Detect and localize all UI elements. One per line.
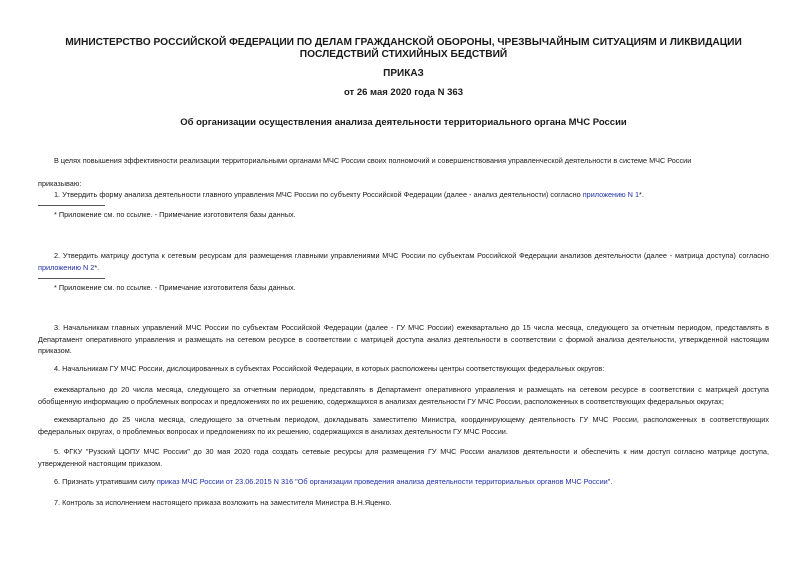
appendix-1-link[interactable]: приложению N 1 bbox=[582, 190, 640, 199]
appendix-2-link[interactable]: приложению N 2 bbox=[38, 262, 95, 272]
footnote-1: * Приложение см. по ссылке. - Примечание изготовителя базы данных. bbox=[54, 210, 296, 219]
item-6-text: 6. Признать утратившим силу bbox=[54, 477, 157, 486]
item-3: 3. Начальникам главных управлений МЧС России по субъектам Российской Федерации (далее - ГУ МЧС России) ежеквартально до 15 числа месяца, следующего за отчетным периодом, представлять в Департамент оперативного управления и размещать на сетевом ресурсе в соответствии с матрицей доступа анализ деятельности в соответствии с формой анализа деятельности, утвержденной настоящим приказом. bbox=[38, 323, 769, 355]
item-6 bbox=[38, 476, 769, 488]
order-subject: Об организации осуществления анализа деятельности территориального органа МЧС России bbox=[180, 117, 627, 128]
item-2-tail: *. bbox=[94, 262, 100, 272]
item-5: 5. ФГКУ "Рузский ЦОПУ МЧС России" до 30 мая 2020 года создать сетевые ресурсы для размещения ГУ МЧС России анализов деятельности и обеспечить к ним доступ согласно матрице доступа, утвержденной настоящим приказом. bbox=[38, 447, 769, 468]
footnote-2: * Приложение см. по ссылке. - Примечание изготовителя базы данных. bbox=[54, 283, 296, 292]
preamble: В целях повышения эффективности реализации территориальными органами МЧС России своих полномочий и совершенствования управленческой деятельности в системе МЧС России bbox=[54, 156, 692, 165]
repealed-order-link[interactable]: приказ МЧС России от 23.06.2015 N 316 "Об организации проведения анализа деятельности территориальных органов МЧС России" bbox=[156, 477, 611, 486]
order-date-number: от 26 мая 2020 года N 363 bbox=[343, 87, 464, 98]
item-1-tail: *. bbox=[639, 190, 644, 199]
item-4-subitem-b: ежеквартально до 25 числа месяца, следующего за отчетным периодом, докладывать заместителю Министра, координирующему деятельность ГУ МЧС России, расположенных в соответствующих федеральных округах, о проблемных вопросах и предложениях по их решению, содержащихся в анализах деятельности ГУ МЧС России. bbox=[38, 415, 769, 436]
item-7: 7. Контроль за исполнением настоящего приказа возложить на заместителя Министра В.Н.Яценко. bbox=[54, 498, 392, 507]
footnote-divider-2 bbox=[38, 278, 105, 279]
item-2 bbox=[38, 250, 769, 273]
item-2-text: 2. Утвердить матрицу доступа к сетевым ресурсам для размещения главными управлениями МЧС России по субъектам Российской Федерации анализов деятельности (далее - матрица доступа) согласно bbox=[54, 251, 769, 260]
item-4: 4. Начальникам ГУ МЧС России, дислоцированных в субъектах Российской Федерации, в которых расположены центры соответствующих федеральных округов: bbox=[54, 364, 605, 373]
footnote-divider-1 bbox=[38, 205, 105, 206]
item-4-subitem-a: ежеквартально до 20 числа месяца, следующего за отчетным периодом, представлять в Департамент оперативного управления и размещать на сетевом ресурсе в соответствии с матрицей доступа обобщенную информацию о проблемных вопросах и предложениях по их решению, содержащихся в анализах деятельности ГУ МЧС России, расположенных в соответствующих федеральных округах; bbox=[38, 385, 769, 406]
item-1-text: 1. Утвердить форму анализа деятельности главного управления МЧС России по субъекту Российской Федерации (далее - анализ деятельности) согласно bbox=[54, 190, 583, 199]
item-6-tail: . bbox=[610, 477, 613, 486]
order-word: приказываю: bbox=[38, 179, 82, 188]
order-title: ПРИКАЗ bbox=[383, 68, 424, 79]
ministry-heading: МИНИСТЕРСТВО РОССИЙСКОЙ ФЕДЕРАЦИИ ПО ДЕЛАМ ГРАЖДАНСКОЙ ОБОРОНЫ, ЧРЕЗВЫЧАЙНЫМ СИТУАЦИЯМ И ЛИКВИДАЦИИ ПОСЛЕДСТВИЙ СТИХИЙНЫХ БЕДСТВИЙ bbox=[65, 37, 742, 60]
item-1 bbox=[38, 189, 769, 201]
